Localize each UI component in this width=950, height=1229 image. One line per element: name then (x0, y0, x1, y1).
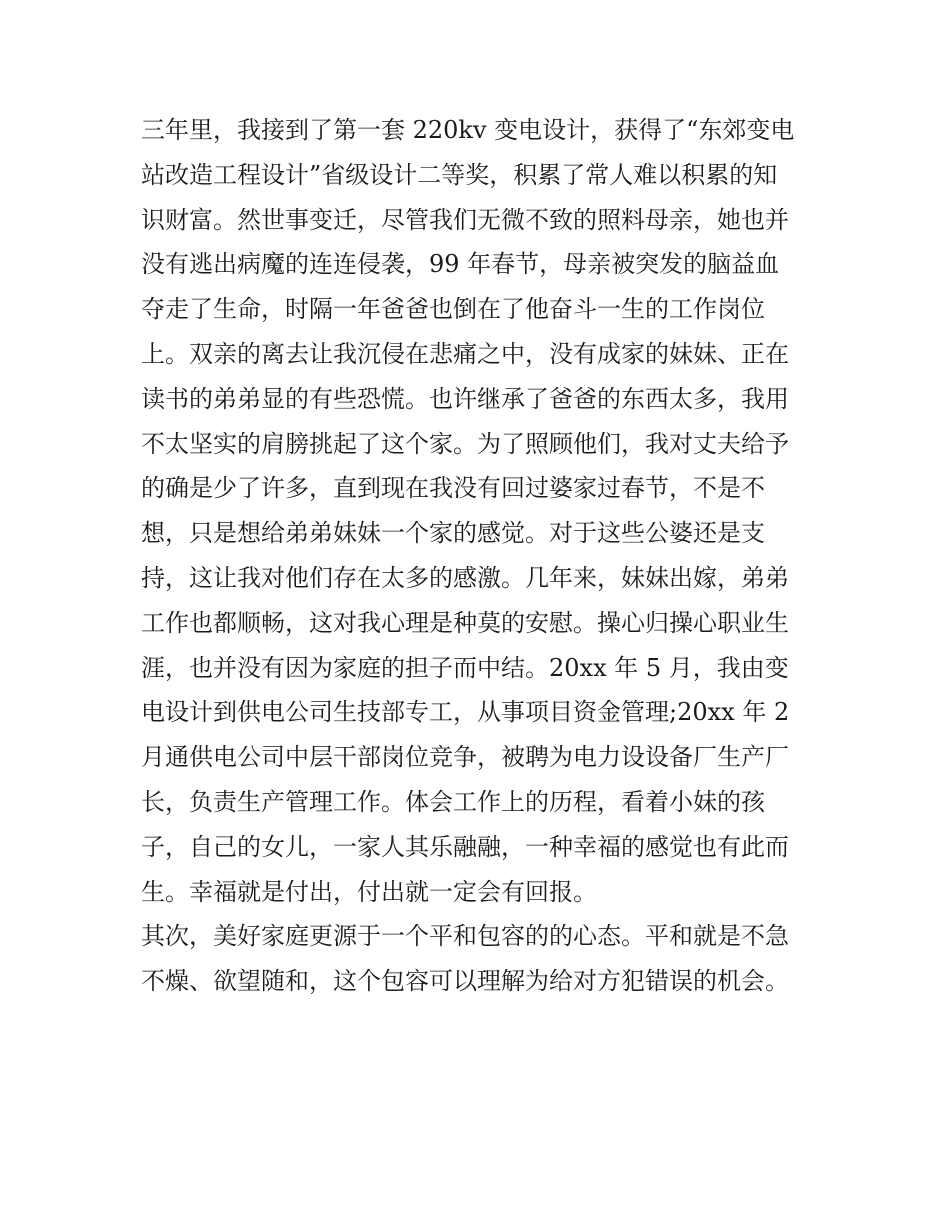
text-line: 不燥、欲望随和，这个包容可以理解为给对方犯错误的机会。 (141, 967, 789, 996)
text-line: 读书的弟弟显的有些恐慌。也许继承了爸爸的东西太多，我用 (141, 384, 789, 413)
text-line: 识财富。然世事变迁，尽管我们无微不致的照料母亲，她也并 (141, 205, 789, 234)
text-line: 不太坚实的肩膀挑起了这个家。为了照顾他们，我对丈夫给予 (141, 429, 789, 458)
text-line: 夺走了生命，时隔一年爸爸也倒在了他奋斗一生的工作岗位 (141, 295, 765, 324)
text-line: 子，自己的女儿，一家人其乐融融，一种幸福的感觉也有此而 (141, 832, 789, 861)
text-line: 想，只是想给弟弟妹妹一个家的感觉。对于这些公婆还是支 (141, 519, 765, 548)
text-line: 站改造工程设计”省级设计二等奖，积累了常人难以积累的知 (141, 160, 778, 189)
text-line: 的确是少了许多，直到现在我没有回过婆家过春节，不是不 (141, 474, 765, 503)
text-line: 月通供电公司中层干部岗位竞争，被聘为电力设设备厂生产厂 (141, 743, 789, 772)
text-line: 上。双亲的离去让我沉侵在悲痛之中，没有成家的妹妹、正在 (141, 339, 789, 368)
text-line: 生。幸福就是付出，付出就一定会有回报。 (141, 877, 597, 906)
text-line: 三年里，我接到了第一套 220kv 变电设计，获得了“东郊变电 (141, 116, 795, 144)
text-line: 其次，美好家庭更源于一个平和包容的的心态。平和就是不急 (141, 922, 789, 951)
text-line: 涯，也并没有因为家庭的担子而中结。20xx 年 5 月，我由变 (141, 653, 789, 682)
text-line: 电设计到供电公司生技部专工，从事项目资金管理;20xx 年 2 (141, 698, 790, 727)
text-line: 持，这让我对他们存在太多的感激。几年来，妹妹出嫁，弟弟 (141, 563, 789, 592)
text-line: 长，负责生产管理工作。体会工作上的历程，看着小妹的孩 (141, 787, 765, 816)
body-text (141, 108, 821, 1004)
text-line: 没有逃出病魔的连连侵袭，99 年春节，母亲被突发的脑益血 (141, 250, 780, 279)
text-line: 工作也都顺畅，这对我心理是种莫的安慰。操心归操心职业生 (141, 608, 789, 637)
